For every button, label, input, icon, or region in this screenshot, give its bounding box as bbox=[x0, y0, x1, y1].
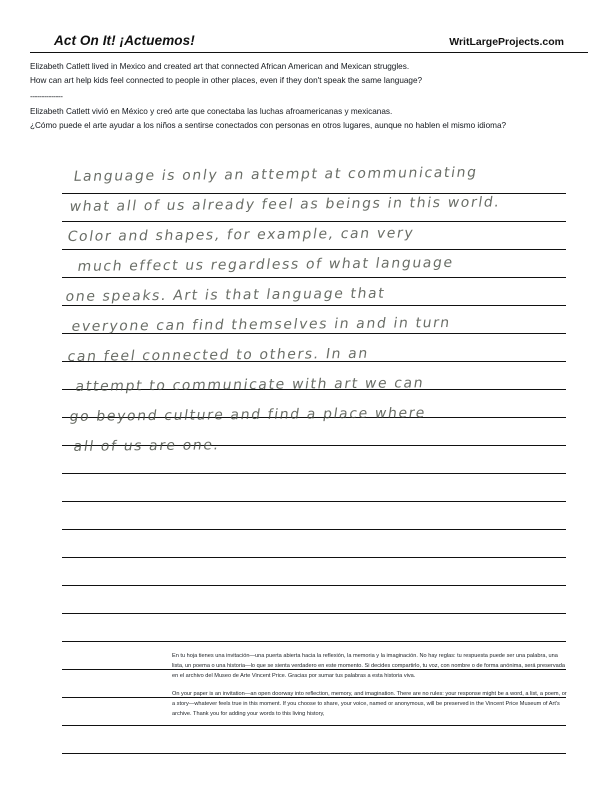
prompt-english-question: How can art help kids feel connected to people in other places, even if they don't speak the same language? bbox=[30, 76, 423, 86]
handwritten-line: what all of us already feel as beings in this world. bbox=[68, 194, 502, 215]
prompt-spanish-question: ¿Cómo puede el arte ayudar a los niños a sentirse conectados con personas en otros lugares, aunque no hablen el mismo idioma? bbox=[30, 121, 507, 131]
handwritten-line: Language is only an attempt at communicating bbox=[72, 164, 479, 185]
ruled-line bbox=[62, 222, 566, 250]
header-divider bbox=[30, 52, 588, 53]
ruled-line bbox=[62, 334, 566, 362]
ruled-line bbox=[62, 614, 566, 642]
handwritten-line: much effect us regardless of what language bbox=[76, 254, 455, 275]
ruled-line bbox=[62, 306, 566, 334]
prompt-block bbox=[30, 60, 586, 133]
ruled-line bbox=[62, 418, 566, 446]
footer-spanish-note: En tu hoja tienes una invitación—una puerta abierta hacia la reflexión, la memoria y la imaginación. No hay reglas: tu respuesta puede ser una palabra, una lista, un poema o una historia—lo que se sienta verdadero en este momento. Si decides compartirlo, tu voz, con nombre o de forma anónima, será preservada en el archivo del Museo de Arte Vincent Price. Gracias por sumar tus palabras a esta historia viva. bbox=[172, 653, 566, 679]
handwritten-line: can feel connected to others. In an bbox=[66, 345, 371, 365]
ruled-line bbox=[62, 362, 566, 390]
handwritten-line: Color and shapes, for example, can very bbox=[66, 225, 416, 245]
handwritten-line: go beyond culture and find a place where bbox=[68, 405, 428, 425]
prompt-english-context: Elizabeth Catlett lived in Mexico and created art that connected African American and Mexican struggles. bbox=[30, 62, 410, 71]
handwritten-line: attempt to communicate with art we can bbox=[74, 375, 426, 395]
page-title: Act On It! ¡Actuemos! bbox=[54, 33, 195, 48]
prompt-divider: -------------- bbox=[30, 91, 63, 101]
footer-note bbox=[172, 652, 570, 720]
page-header bbox=[54, 33, 564, 48]
ruled-line bbox=[62, 194, 566, 222]
ruled-line bbox=[62, 474, 566, 502]
ruled-line bbox=[62, 530, 566, 558]
handwritten-line: everyone can find themselves in and in turn bbox=[70, 314, 452, 335]
ruled-line bbox=[62, 586, 566, 614]
ruled-line bbox=[62, 558, 566, 586]
ruled-line bbox=[62, 250, 566, 278]
ruled-line bbox=[62, 502, 566, 530]
ruled-line bbox=[62, 446, 566, 474]
ruled-line bbox=[62, 278, 566, 306]
ruled-line bbox=[62, 390, 566, 418]
ruled-line bbox=[62, 726, 566, 754]
prompt-spanish-context: Elizabeth Catlett vivió en México y creó arte que conectaba las luchas afroamericanas y mexicanas. bbox=[30, 106, 393, 116]
handwritten-line: one speaks. Art is that language that bbox=[64, 285, 387, 305]
brand-url: WritLargeProjects.com bbox=[449, 36, 564, 48]
ruled-line bbox=[62, 166, 566, 194]
footer-english-note: On your paper is an invitation—an open doorway into reflection, memory, and imagination. There are no rules: your response might be a word, a list, a poem, or a story—whatever feels true in this moment. If you choose to share, your voice, named or anonymous, will be preserved in the Vincent Price Museum of Art's archive. Thank you for adding your words to this living history, bbox=[172, 691, 567, 717]
handwritten-line: all of us are one. bbox=[72, 437, 221, 455]
